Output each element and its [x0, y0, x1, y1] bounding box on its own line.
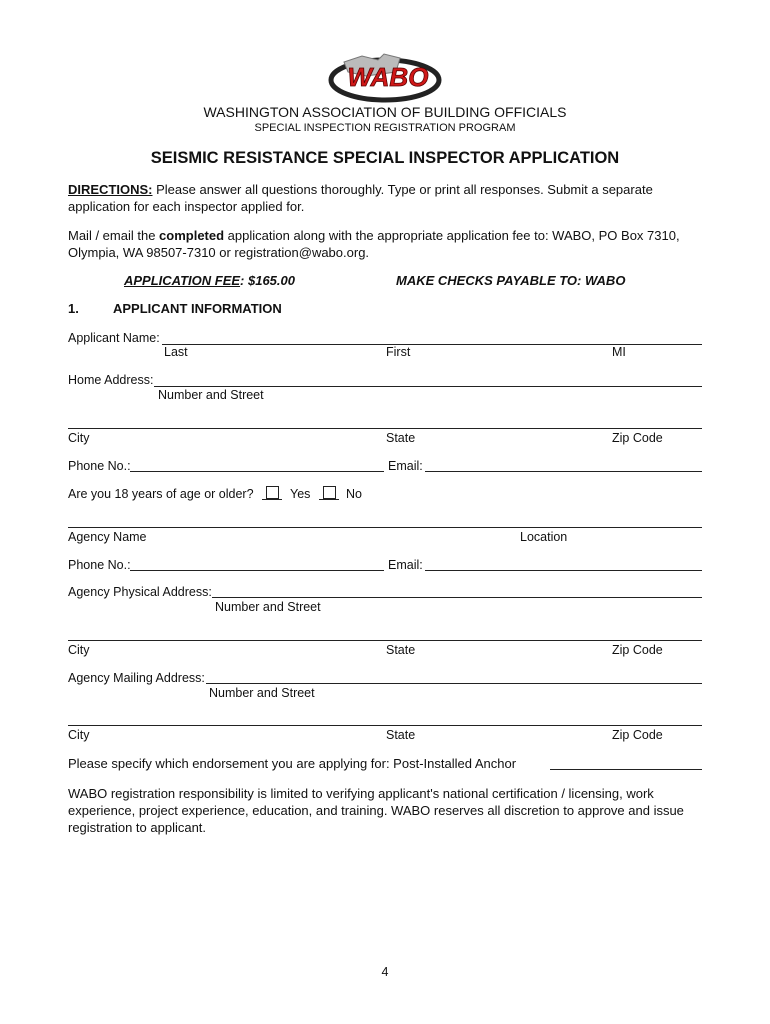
directions-label: DIRECTIONS: — [68, 182, 153, 197]
directions-text: Please answer all questions thoroughly. Type or print all responses. Submit a separate application for each inspector applied for. — [68, 182, 653, 214]
fee-amount: : $165.00 — [240, 273, 295, 288]
agency-physical-zip-label: Zip Code — [612, 643, 663, 657]
last-name-label: Last — [164, 345, 188, 359]
home-address-field[interactable] — [154, 386, 702, 387]
agency-mailing-city-state-zip-field[interactable] — [68, 725, 702, 726]
section-title: APPLICANT INFORMATION — [113, 301, 282, 316]
agency-mailing-state-label: State — [386, 728, 416, 742]
agency-phone-label: Phone No.: — [68, 558, 131, 572]
agency-physical-address-field[interactable] — [212, 597, 702, 598]
directions-paragraph — [68, 181, 704, 215]
agency-mailing-address-label: Agency Mailing Address: — [68, 671, 205, 685]
mail-text-bold: completed — [159, 228, 225, 243]
agency-mailing-city-label: City — [68, 728, 90, 742]
first-name-label: First — [386, 345, 411, 359]
agency-mailing-address-field[interactable] — [206, 683, 702, 684]
fee-label: APPLICATION FEE — [124, 273, 241, 288]
home-state-label: State — [386, 431, 416, 445]
age-yes-label: Yes — [290, 487, 311, 501]
agency-physical-city-state-zip-field[interactable] — [68, 640, 702, 641]
applicant-phone-field[interactable] — [130, 471, 384, 472]
age-question-label: Are you 18 years of age or older? — [68, 487, 254, 501]
mail-text-pre: Mail / email the — [68, 228, 160, 243]
mail-text-post: application along with the appropriate application fee to: WABO, PO Box 7310, Olympia, WA 98507-7310 or registration@wabo.org. — [68, 228, 680, 260]
agency-email-label: Email: — [388, 558, 423, 572]
mail-paragraph — [68, 227, 704, 261]
age-yes-checkbox[interactable] — [266, 486, 279, 499]
agency-phone-field[interactable] — [130, 570, 384, 571]
home-number-street-label: Number and Street — [158, 388, 264, 402]
home-city-label: City — [68, 431, 90, 445]
endorsement-question: Please specify which endorsement you are applying for: Post-Installed Anchor — [68, 756, 517, 771]
agency-mailing-number-street-label: Number and Street — [209, 686, 315, 700]
agency-name-label: Agency Name — [68, 530, 147, 544]
agency-email-field[interactable] — [425, 570, 702, 571]
agency-name-location-field[interactable] — [68, 527, 702, 528]
middle-initial-label: MI — [612, 345, 626, 359]
applicant-phone-label: Phone No.: — [68, 459, 131, 473]
endorsement-field[interactable] — [550, 769, 702, 770]
agency-physical-city-label: City — [68, 643, 90, 657]
section-number: 1. — [68, 301, 79, 316]
home-zip-label: Zip Code — [612, 431, 663, 445]
applicant-email-field[interactable] — [425, 471, 702, 472]
applicant-name-label: Applicant Name: — [68, 331, 160, 345]
svg-text:WABO: WABO — [347, 62, 429, 92]
program-name: SPECIAL INSPECTION REGISTRATION PROGRAM — [254, 122, 516, 134]
agency-physical-state-label: State — [386, 643, 416, 657]
agency-mailing-zip-label: Zip Code — [612, 728, 663, 742]
wabo-logo — [326, 42, 444, 106]
agency-physical-address-label: Agency Physical Address: — [68, 585, 212, 599]
checks-payable: MAKE CHECKS PAYABLE TO: WABO — [396, 273, 626, 288]
page-title: SEISMIC RESISTANCE SPECIAL INSPECTOR APPLICATION — [150, 149, 620, 167]
home-address-label: Home Address: — [68, 373, 154, 387]
applicant-email-label: Email: — [388, 459, 423, 473]
age-no-checkbox[interactable] — [323, 486, 336, 499]
page-number: 4 — [381, 965, 389, 979]
org-name: WASHINGTON ASSOCIATION OF BUILDING OFFICIALS — [203, 104, 567, 120]
age-no-label: No — [346, 487, 362, 501]
age-no-underline — [319, 499, 339, 500]
home-city-state-zip-field[interactable] — [68, 428, 702, 429]
disclaimer-paragraph: WABO registration responsibility is limited to verifying applicant's national certification / licensing, work experience, project experience, education, and training. WABO reserves all discretion to approve and issue registration to applicant. — [68, 786, 684, 835]
agency-location-label: Location — [520, 530, 568, 544]
application-fee — [124, 273, 295, 288]
age-yes-underline — [262, 499, 282, 500]
agency-physical-number-street-label: Number and Street — [215, 600, 321, 614]
